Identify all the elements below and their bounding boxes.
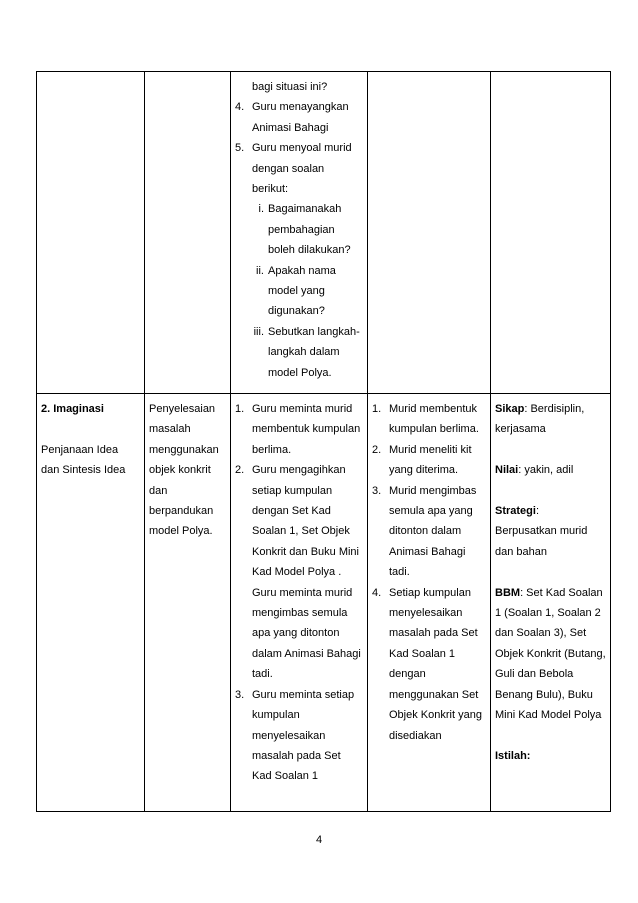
strategi-colon: :	[535, 505, 540, 517]
list-item	[245, 199, 363, 260]
student-activity-list	[372, 399, 486, 746]
teacher-activity-cell	[231, 394, 368, 812]
list-item	[372, 440, 486, 481]
item-text: Bagaimanakah pembahagian boleh dilakukan?	[268, 203, 351, 257]
item-text: Murid meneliti kit yang diterima.	[389, 443, 472, 477]
list-item	[245, 322, 363, 383]
list-item	[372, 481, 486, 583]
stage-subtitle: dan Sintesis Idea	[41, 464, 126, 477]
item-number: 1.	[235, 403, 245, 415]
item-number: 2.	[235, 464, 245, 477]
strategi-value: Berpusatkan murid dan bahan	[495, 525, 588, 558]
list-item	[235, 685, 363, 787]
list-item	[235, 399, 363, 460]
item-number: 4.	[235, 101, 245, 114]
item-number: ii.	[256, 264, 264, 277]
list-item	[245, 261, 363, 322]
item-text: Setiap kumpulan menyelesaikan masalah pada Set Kad Soalan 1 dengan menggunakan Set Objek Konkrit yang disediakan	[389, 586, 482, 742]
teacher-activity-cell	[231, 72, 368, 394]
list-item	[235, 97, 363, 138]
item-number: 5.	[235, 142, 245, 155]
teacher-activity-list	[235, 97, 363, 199]
item-text: Murid membentuk kumpulan berlima.	[389, 403, 479, 436]
item-number: 3.	[372, 484, 382, 497]
item-number: i.	[258, 203, 264, 216]
sikap-note	[495, 399, 606, 440]
nilai-note	[495, 460, 606, 480]
student-activity-cell	[368, 72, 491, 394]
question-sublist	[235, 199, 363, 383]
sikap-label: Sikap	[495, 403, 525, 415]
item-text: Guru meminta setiap kumpulan menyelesaikan masalah pada Set Kad Soalan 1	[252, 688, 355, 783]
stage-heading: 2. Imaginasi	[41, 403, 104, 415]
bbm-note	[495, 583, 606, 726]
continuation-text: bagi situasi ini?	[252, 81, 328, 93]
item-number: 1.	[372, 403, 382, 415]
istilah-label: Istilah:	[495, 749, 531, 762]
student-activity-cell	[368, 394, 491, 812]
item-text: Guru meminta murid membentuk kumpulan berlima.	[252, 403, 361, 456]
item-text: Sebutkan langkah-langkah dalam model Polya.	[268, 325, 360, 379]
sikap-value: : Berdisiplin, kerjasama	[495, 403, 585, 436]
notes-cell	[491, 72, 611, 394]
strategi-label: Strategi	[495, 505, 536, 517]
item-number: 4.	[372, 586, 382, 599]
item-text: Apakah nama model yang digunakan?	[268, 264, 336, 318]
item-number: 2.	[372, 443, 382, 456]
list-item	[372, 399, 486, 440]
table-row	[37, 72, 611, 394]
table-row	[37, 394, 611, 812]
nilai-value: : yakin, adil	[518, 464, 574, 477]
stage-cell	[37, 72, 145, 394]
content-cell	[145, 72, 231, 394]
stage-subtitle: Penjanaan Idea	[41, 443, 119, 456]
item-text: Guru mengagihkan setiap kumpulan dengan Set Kad Soalan 1, Set Objek Konkrit dan Buku Mini Kad Model Polya . Guru meminta murid mengimbas semula apa yang ditonton dalam Animasi Bahagi tadi.	[252, 464, 361, 681]
nilai-label: Nilai	[495, 464, 519, 477]
item-number: 3.	[235, 688, 245, 701]
item-text: Murid mengimbas semula apa yang ditonton dalam Animasi Bahagi tadi.	[389, 484, 477, 579]
item-text: Guru menayangkan Animasi Bahagi	[252, 101, 349, 134]
content-text: Penyelesaian masalah menggunakan objek konkrit dan berpandukan model Polya.	[149, 403, 219, 538]
notes-cell	[491, 394, 611, 812]
bbm-label: BBM	[495, 586, 521, 599]
strategi-note	[495, 501, 606, 521]
list-item	[372, 583, 486, 746]
bbm-value: : Set Kad Soalan 1 (Soalan 1, Soalan 2 dan Soalan 3), Set Objek Konkrit (Butang, Guli dan Bebola Benang Bulu), Buku Mini Kad Model Polya	[495, 586, 606, 722]
list-item	[235, 138, 363, 199]
page-number: 4	[315, 834, 323, 846]
lesson-plan-table	[36, 71, 611, 812]
content-cell	[145, 394, 231, 812]
stage-cell	[37, 394, 145, 812]
teacher-activity-list	[235, 399, 363, 787]
list-item	[235, 460, 363, 684]
item-number: iii.	[253, 325, 264, 338]
item-text: Guru menyoal murid dengan soalan berikut:	[252, 142, 352, 196]
